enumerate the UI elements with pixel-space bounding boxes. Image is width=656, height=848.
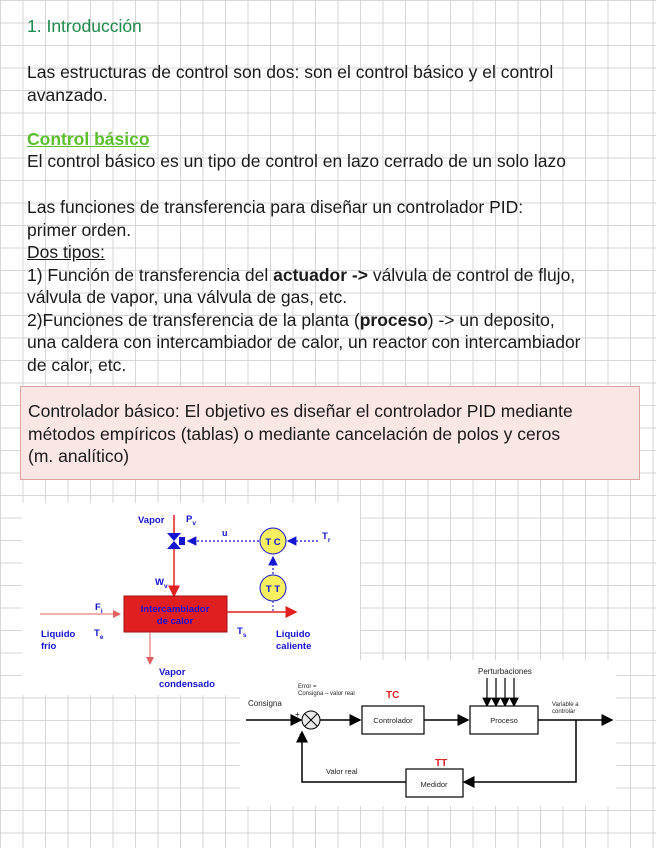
condensate-label-1: Vapor <box>159 667 186 678</box>
intro-paragraph <box>27 61 553 106</box>
note-line-2: métodos empíricos (tablas) o mediante cancelación de polos y ceros <box>28 423 561 444</box>
meter-label: Medidor <box>420 780 448 789</box>
note-line-3: (m. analítico) <box>28 446 130 467</box>
types-section <box>27 241 581 377</box>
type-2-text: 2)Funciones de transferencia de la planta ( <box>27 309 360 330</box>
basic-control-description: El control básico es un tipo de control en lazo cerrado de un solo lazo <box>27 151 566 171</box>
ts-label: $T_s$ <box>237 626 247 639</box>
cold-liquid-label-1: Liquido <box>41 629 76 640</box>
wv-label: $W_v$ <box>155 577 168 590</box>
process-label: Proceso <box>490 716 518 725</box>
type-1-bold: actuador -> <box>273 264 368 285</box>
type-2-bold: proceso <box>359 309 428 330</box>
section-heading: 1. Introducción <box>27 16 142 36</box>
tt-label: T T <box>265 584 281 595</box>
type-2-rest: ) -> un deposito, <box>427 309 555 330</box>
error-label-2: Consigna – valor real <box>298 691 355 697</box>
fi-label: $F_i$ <box>95 602 103 615</box>
valve-actuator-icon <box>179 537 185 545</box>
setpoint-label: Consigna <box>248 699 282 708</box>
cold-liquid-label-2: frio <box>41 641 57 652</box>
te-label: $T_e$ <box>94 628 104 641</box>
tr-label: $T_r$ <box>322 531 331 544</box>
tc-label: T C <box>265 537 281 548</box>
hot-liquid-label-2: caliente <box>276 641 312 652</box>
disturbances-label: Perturbaciones <box>478 667 532 676</box>
type-1-rest: válvula de control de flujo, <box>367 264 576 285</box>
valve-icon <box>167 533 181 549</box>
note-line-1: Controlador básico: El objetivo es diseñar el controlador PID mediante <box>28 401 573 421</box>
type-item-2 <box>27 309 581 332</box>
controlled-variable-label-1: Variable a <box>552 702 579 708</box>
exchanger-label-1: Intercambiador <box>140 604 210 615</box>
intro-line-1: Las estructuras de control son dos: son el control básico y el control <box>27 62 554 82</box>
intro-line-2: avanzado. <box>27 84 108 105</box>
transfer-paragraph <box>27 196 523 241</box>
types-title: Dos tipos: <box>27 242 105 262</box>
real-value-label: Valor real <box>326 767 358 776</box>
basic-control-title: Control básico <box>27 129 150 149</box>
plus-sign: + <box>295 710 300 719</box>
control-loop-block-diagram <box>240 660 616 806</box>
condensate-label-2: condensado <box>159 679 215 690</box>
controller-label: Controlador <box>373 716 413 725</box>
type-1-text: 1) Función de transferencia del <box>27 264 274 285</box>
error-label-1: Error = <box>298 684 317 690</box>
tt-block-label: TT <box>435 758 448 769</box>
type-item-2-line-2: una caldera con intercambiador de calor, un reactor con intercambiador <box>27 332 581 353</box>
u-label: u <box>222 528 228 538</box>
controlled-variable-label-2: controlar <box>552 709 576 715</box>
hot-liquid-label-1: Liquido <box>276 629 311 640</box>
transfer-line-1: Las funciones de transferencia para diseñar un controlador PID: <box>27 197 524 217</box>
vapor-label: Vapor <box>138 515 165 526</box>
type-item-1-line-2: válvula de vapor, una válvula de gas, etc. <box>27 287 348 308</box>
note-text <box>28 400 573 468</box>
type-item-2-line-3: de calor, etc. <box>27 354 127 375</box>
tc-block-label: TC <box>386 690 400 701</box>
type-item-1 <box>27 264 581 287</box>
pv-label: $P_v$ <box>186 514 196 527</box>
block-diagram-figure <box>240 660 616 806</box>
transfer-line-2: primer orden. <box>27 219 132 240</box>
exchanger-label-2: de calor <box>156 616 194 627</box>
note-box <box>20 386 640 480</box>
minus-sign: - <box>299 729 302 739</box>
